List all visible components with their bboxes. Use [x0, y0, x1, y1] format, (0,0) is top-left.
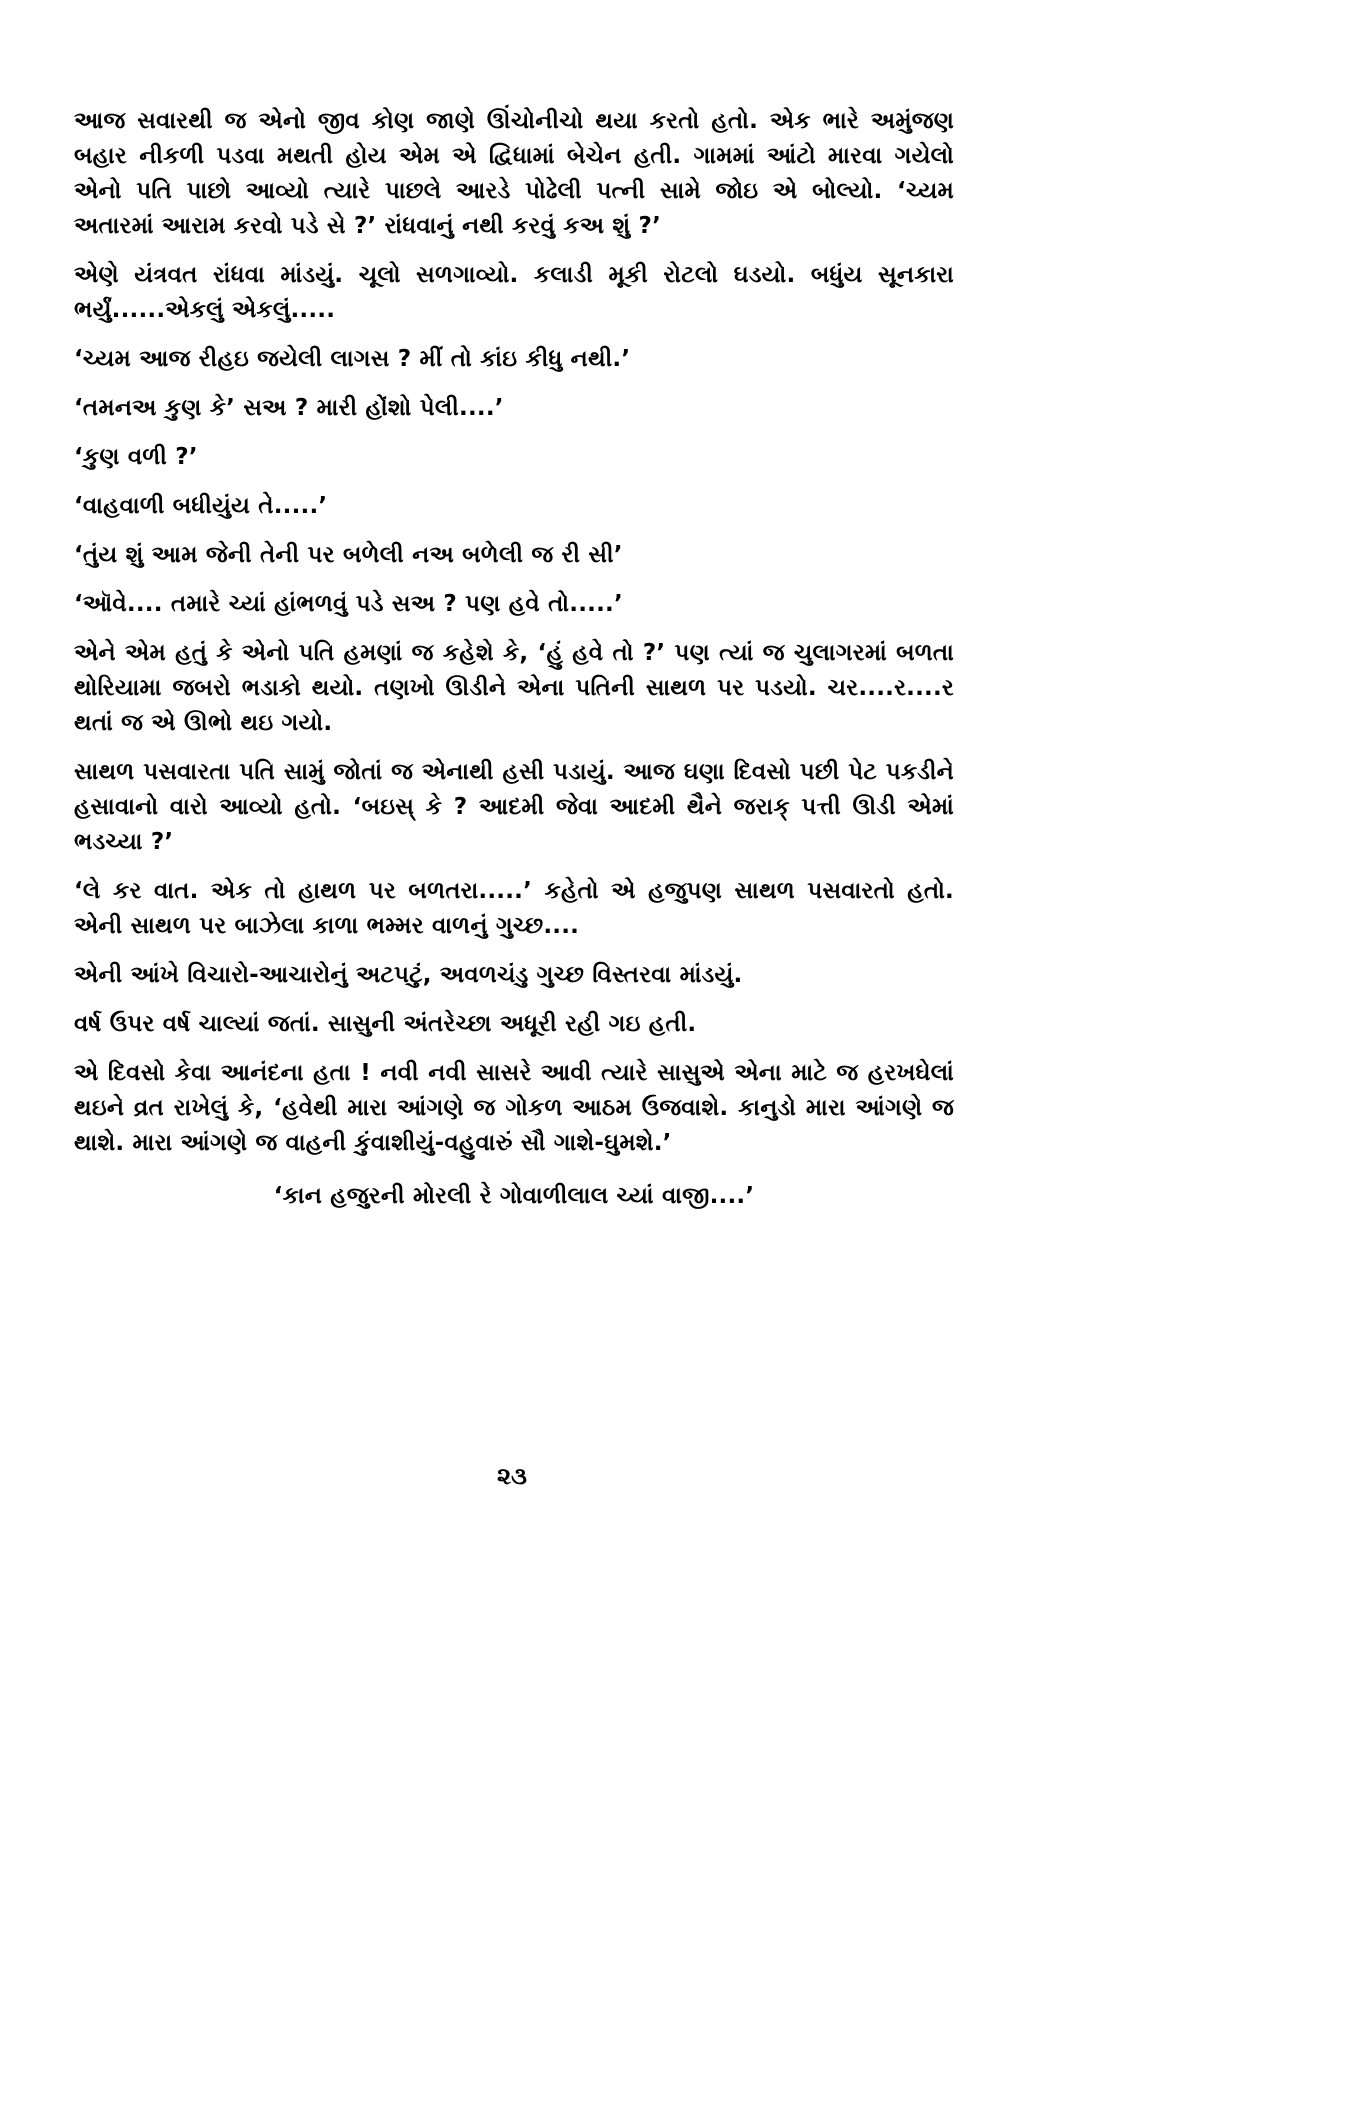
paragraph: એણે યંત્રવત રાંધવા માંડયું. ચૂલો સળગાવ્યો. કલાડી મૂકી રોટલો ઘડયો. બધુંય સૂનકારા ભર્યું......એકલું એકલું.....	[74, 262, 954, 323]
dialogue-line: ‘ચ્યમ આજ રીહઇ જયેલી લાગસ ? મીં તો કાંઇ કીધુ નથી.’	[74, 346, 631, 372]
dialogue-line: ‘કુણ વળી ?’	[74, 444, 198, 470]
dialogue-line: ‘વાહવાળી બધીયુંય તે.....’	[74, 493, 328, 519]
dialogue-line: ‘તુંય શું આમ જેની તેની પર બળેલી નઅ બળેલી જ રી સી’	[74, 542, 623, 568]
paragraph: ‘લે કર વાત. એક તો હાથળ પર બળતરા.....’ કહેતો એ હજુપણ સાથળ પસવારતો હતો. એની સાથળ પર બાઝેલા કાળા ભમ્મર વાળનું ગુચ્છ....	[74, 878, 954, 939]
page-number: ૨૩	[496, 1462, 528, 1490]
song-line: ‘કાન હજુરની મોરલી રે ગોવાળીલાલ ચ્યાં વાજી....’	[273, 1183, 755, 1209]
dialogue-line: ‘તમનઅ કુણ કે’ સઅ ? મારી હોંશો પેલી....’	[74, 395, 504, 421]
paragraph: વર્ષ ઉપર વર્ષ ચાલ્યાં જતાં. સાસુની અંતરેચ્છા અધૂરી રહી ગઇ હતી.	[74, 1011, 697, 1037]
paragraph: એને એમ હતું કે એનો પતિ હમણાં જ કહેશે કે, ‘હું હવે તો ?’ પણ ત્યાં જ ચુલાગરમાં બળતા થોરિયામા જબરો ભડાકો થયો. તણખો ઊડીને એના પતિની સાથળ પર પડયો. ચર....ર....ર થતાં જ એ ઊભો થઇ ગયો.	[74, 640, 954, 736]
paragraph: આજ સવારથી જ એનો જીવ કોણ જાણે ઊંચોનીચો થયા કરતો હતો. એક ભારે અમુંજણ બહાર નીકળી પડવા મથતી હોય એમ એ દ્વિધામાં બેચેન હતી. ગામમાં આંટો મારવા ગયેલો એનો પતિ પાછો આવ્યો ત્યારે પાછલે આરડે પોઢેલી પત્ની સામે જોઇ એ બોલ્યો. ‘ચ્યમ અતારમાં આરામ કરવો પડે સે ?’ રાંધવાનું નથી કરવું કઅ શું ?’	[74, 108, 954, 239]
paragraph: એ દિવસો કેવા આનંદના હતા ! નવી નવી સાસરે આવી ત્યારે સાસુએ એના માટે જ હરખઘેલાં થઇને વ્રત રાખેલું કે, ‘હવેથી મારા આંગણે જ ગોકળ આઠમ ઉજવાશે. કાનુડો મારા આંગણે જ થાશે. મારા આંગણે જ વાહની કુંવાશીયું-વહુવારું સૌ ગાશે-ઘુમશે.’	[74, 1060, 954, 1156]
paragraph: સાથળ પસવારતા પતિ સામું જોતાં જ એનાથી હસી પડાયું. આજ ઘણા દિવસો પછી પેટ પકડીને હસાવાનો વારો આવ્યો હતો. ‘બઇસ્ કે ? આદમી જેવા આદમી થૈને જરાક્ પત્તી ઊડી એમાં ભડચ્યા ?’	[74, 759, 954, 855]
paragraph: એની આંખે વિચારો-આચારોનું અટપટું, અવળચંડુ ગુચ્છ વિસ્તરવા માંડયું.	[74, 962, 743, 988]
body-text	[74, 104, 954, 1228]
dialogue-line: ‘ઑવે.... તમારે ચ્યાં હાંભળવું પડે સઅ ? પણ હવે તો.....’	[74, 591, 623, 617]
